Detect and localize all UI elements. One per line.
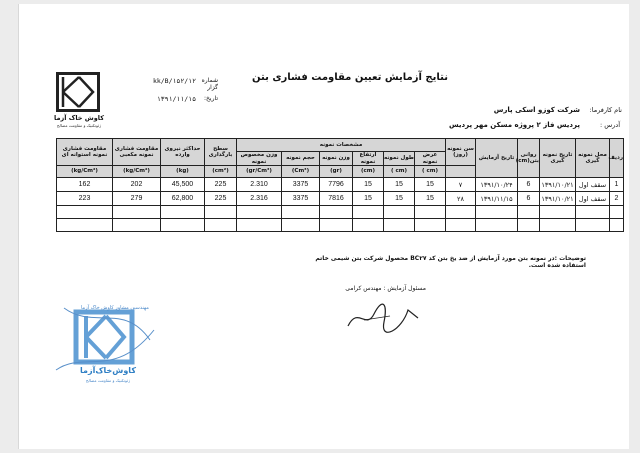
cell-height: 15	[353, 178, 384, 192]
cell-test-date: ۱۳۹۱/۱۱/۱۵	[476, 192, 518, 206]
header-weight: وزن نمونه	[320, 152, 353, 166]
header-width: عرض نمونه	[415, 152, 446, 166]
cell-max-force: 45,500	[161, 178, 205, 192]
header-strength-cube: مقاومت فشاری نمونه مکعبی	[113, 139, 161, 166]
table-row-empty	[57, 219, 624, 232]
results-table	[56, 138, 624, 232]
cell-location: سقف اول	[576, 192, 610, 206]
cell-strength-cube: 279	[113, 192, 161, 206]
company-logo-subtitle: ژئوتکنیک و مقاومت مصالح	[56, 123, 102, 128]
cell-row: 2	[610, 192, 624, 206]
address-value: پردیس فاز ۲ پروژه مسکن مهر پردیس	[449, 121, 580, 129]
unit-age	[446, 166, 476, 178]
lab-supervisor: مسئول آزمایش : مهندس کرامی	[345, 285, 426, 292]
table-row-empty	[57, 206, 624, 219]
cell-slump: 6	[518, 178, 540, 192]
remarks-note: توضیحات :در نمونه بتن مورد آزمایش از ضد یخ بتن کد BC۲۷ محصول شرکت بتن شیمی خاتم استفاده شده است.	[315, 255, 586, 269]
cell-strength-cyl: 162	[57, 178, 113, 192]
unit-weight: (gr)	[320, 166, 353, 178]
cell-age: ۷	[446, 178, 476, 192]
cell-strength-cyl: 223	[57, 192, 113, 206]
header-row: ردیف	[610, 139, 624, 178]
report-number-label: شماره گزار	[201, 77, 218, 91]
report-number-value: ۱۲/kk/B/۱۵۲	[152, 77, 196, 85]
cell-area: 225	[205, 178, 237, 192]
cell-width: 15	[415, 192, 446, 206]
header-age: سن نمونه (روز)	[446, 139, 476, 166]
header-test-date: تاریخ آزمایش	[476, 139, 518, 178]
company-logo-icon	[56, 72, 100, 112]
report-title: نتایج آزمایش تعیین مقاومت فشاری بتن	[252, 72, 448, 83]
cell-slump: 6	[518, 192, 540, 206]
cell-area: 225	[205, 192, 237, 206]
report-date-label: تاریخ:	[204, 95, 218, 102]
cell-max-force: 62,800	[161, 192, 205, 206]
address-label: آدرس :	[599, 121, 620, 129]
cell-volume: 3375	[282, 178, 320, 192]
cell-volume: 3375	[282, 192, 320, 206]
report-date-value: ۱۳۹۱/۱۱/۱۵	[156, 95, 196, 103]
unit-max-force: (kg)	[161, 166, 205, 178]
unit-volume: (Cm³)	[282, 166, 320, 178]
cell-height: 15	[353, 192, 384, 206]
cell-density: 2.316	[237, 192, 282, 206]
header-area: سطح بارگذاری	[205, 139, 237, 166]
cell-age: ۲۸	[446, 192, 476, 206]
cell-strength-cube: 202	[113, 178, 161, 192]
unit-area: (cm²)	[205, 166, 237, 178]
unit-strength-cyl: (kg/Cm²)	[57, 166, 113, 178]
cell-width: 15	[415, 178, 446, 192]
cell-length: 15	[384, 178, 415, 192]
cell-test-date: ۱۳۹۱/۱۰/۲۴	[476, 178, 518, 192]
stamp-title: مهندسین مشاور کاوش خاک آزما	[81, 305, 149, 311]
cell-length: 15	[384, 192, 415, 206]
cell-row: 1	[610, 178, 624, 192]
cell-density: 2.310	[237, 178, 282, 192]
unit-length: (cm )	[384, 166, 415, 178]
header-height: ارتفاع نمونه	[353, 152, 384, 166]
employer-value: شرکت کوزو اسکی پارس	[493, 106, 580, 114]
unit-density: (gr/Cm³)	[237, 166, 282, 178]
header-slump: روانی بتن(cm)	[518, 139, 540, 178]
company-logo-name: کاوش خاک آزما	[54, 114, 104, 122]
header-volume: حجم نمونه	[282, 152, 320, 166]
unit-height: (cm)	[353, 166, 384, 178]
header-max-force: حداکثر نیروی وارده	[161, 139, 205, 166]
header-density: وزن مخصوص نمونه	[237, 152, 282, 166]
cell-sampling-date: ۱۳۹۱/۱۰/۲۱	[540, 178, 576, 192]
table-row	[57, 192, 624, 206]
header-sampling-date: تاریخ نمونه گیری	[540, 139, 576, 178]
stamp-brand: کاوش‌خاک‌آزما	[80, 366, 136, 375]
table-row	[57, 178, 624, 192]
header-location: محل نمونه گیری	[576, 139, 610, 178]
unit-width: (cm )	[415, 166, 446, 178]
cell-location: سقف اول	[576, 178, 610, 192]
signature-icon	[344, 296, 424, 336]
header-length: طول نمونه	[384, 152, 415, 166]
unit-strength-cube: (kg/Cm²)	[113, 166, 161, 178]
header-specs-group: مشخصات نمونه	[237, 139, 446, 152]
header-strength-cyl: مقاومت فشاری نمونه استوانه ای	[57, 139, 113, 166]
cell-weight: 7816	[320, 192, 353, 206]
employer-label: نام کارفرما:	[589, 106, 622, 114]
cell-weight: 7796	[320, 178, 353, 192]
cell-sampling-date: ۱۳۹۱/۱۰/۲۱	[540, 192, 576, 206]
stamp-subtitle: ژئوتکنیک و مقاومت مصالح	[85, 378, 131, 383]
